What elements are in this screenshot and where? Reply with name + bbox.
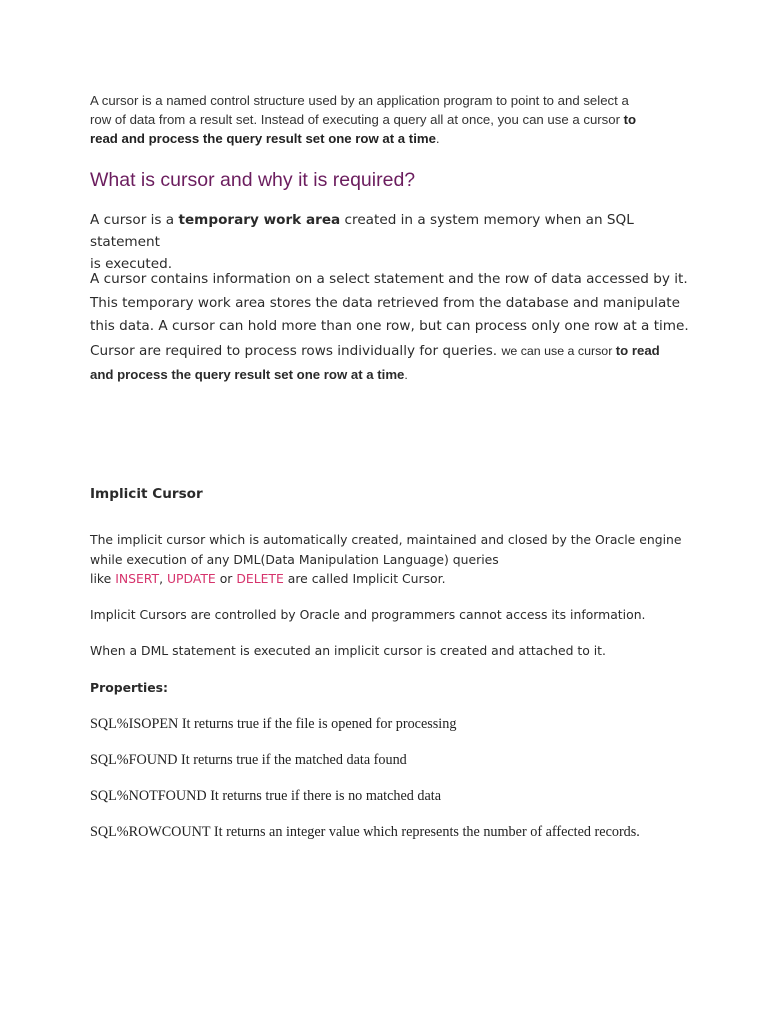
implicit-description [90,530,710,589]
implicit-description-line-2: while execution of any DML(Data Manipulation Language) queries [90,551,499,567]
intro-line-2 [90,110,690,129]
separator-or: or [215,571,237,586]
paragraph-2-line-3: this data. A cursor can hold more than one row, but can process only one row at a time. [90,318,689,334]
property-isopen: SQL%ISOPEN It returns true if the file is opened for processing [90,716,457,732]
implicit-cursor-title: Implicit Cursor [90,486,203,502]
implicit-controlled-note: Implicit Cursors are controlled by Oracle and programmers cannot access its information. [90,607,646,622]
implicit-description-line-1: The implicit cursor which is automatically created, maintained and closed by the Oracle engine [90,532,682,547]
paragraph-1-bold: temporary work area [178,212,341,228]
paragraph-2-line-2: This temporary work area stores the data retrieved from the database and manipulate [90,294,680,311]
intro-line-3-end: . [435,131,440,146]
keyword-update: UPDATE [166,571,216,586]
paragraph-1-line-1 [90,209,690,253]
intro-line-2-bold: to [623,112,637,127]
property-found: SQL%FOUND It returns true if the matched data found [90,752,407,768]
implicit-line-3-post: are called Implicit Cursor. [283,571,446,586]
paragraph-2-line-5-bold: and process the query result set one row at a time [90,367,405,382]
implicit-line-3-pre: like [90,571,116,586]
paragraph-2-line-4-mini: we can use a cursor [501,343,616,358]
paragraph-1-post: created in a system memory when an SQL statement [90,212,634,250]
paragraph-2-line-4 [90,339,690,364]
section-heading: What is cursor and why it is required? [90,169,416,191]
intro-line-3-bold: read and process the query result set one row at a time [90,131,436,146]
keyword-delete: DELETE [236,571,284,586]
implicit-dml-note: When a DML statement is executed an implicit cursor is created and attached to it. [90,643,606,658]
paragraph-2-line-4-text: Cursor are required to process rows individually for queries. [90,342,502,359]
paragraph-2-line-4-bold: to read [615,342,660,358]
intro-line-1: A cursor is a named control structure used by an application program to point to and select a [90,93,629,108]
separator-comma: , [159,571,167,586]
paragraph-2 [90,268,690,388]
implicit-description-line-3 [90,569,710,589]
intro-line-3 [90,129,690,148]
paragraph-1-pre: A cursor is a [90,212,179,228]
keyword-insert: INSERT [115,571,160,586]
property-rowcount: SQL%ROWCOUNT It returns an integer value which represents the number of affected records. [90,824,640,840]
paragraph-1-line-2: is executed. [90,256,173,272]
paragraph-2-line-5-end: . [404,368,408,382]
paragraph-2-line-5 [90,363,690,388]
intro-line-2-text: row of data from a result set. Instead of executing a query all at once, you can use a cursor [90,112,624,127]
paragraph-2-line-1: A cursor contains information on a select statement and the row of data accessed by it. [90,271,688,287]
paragraph-1 [90,209,690,275]
intro-paragraph [90,91,690,148]
properties-label: Properties: [90,680,168,695]
property-notfound: SQL%NOTFOUND It returns true if there is no matched data [90,788,442,804]
